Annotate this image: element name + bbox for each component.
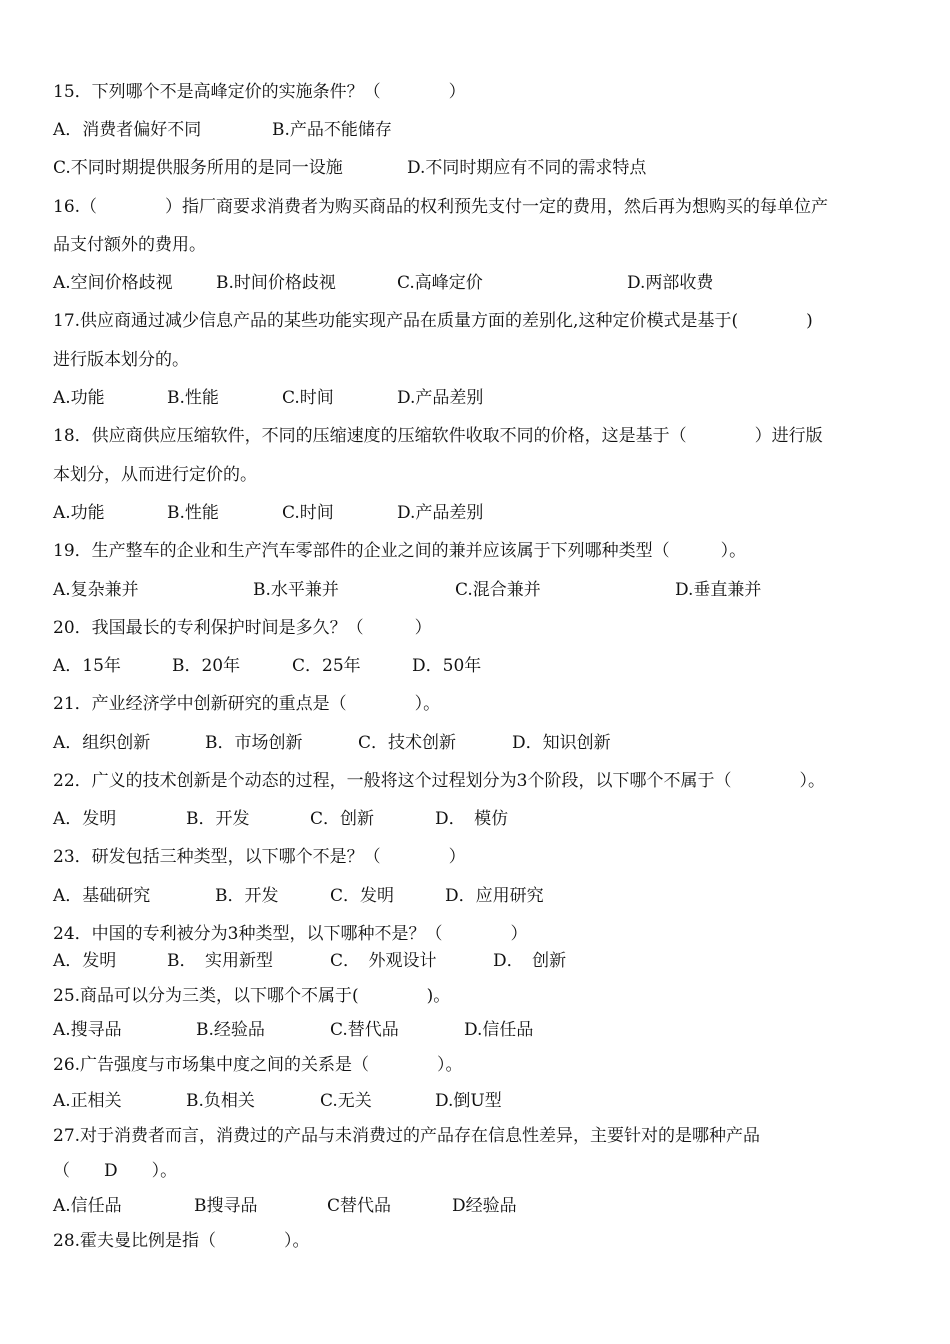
question-17-option-c: C.时间 <box>282 388 334 408</box>
question-26-stem: 26.广告强度与市场集中度之间的关系是（ ）。 <box>53 1055 463 1075</box>
question-17-option-d: D.产品差别 <box>397 388 484 408</box>
question-19-option-b: B.水平兼并 <box>253 580 339 600</box>
question-15-stem: 15．下列哪个不是高峰定价的实施条件？（ ） <box>53 82 466 102</box>
question-24-option-d: D． 创新 <box>493 951 567 971</box>
question-27-option-b: B搜寻品 <box>194 1196 258 1216</box>
question-26-option-b: B.负相关 <box>186 1091 255 1111</box>
question-16-option-c: C.高峰定价 <box>397 273 483 293</box>
question-17-stem-line1: 17.供应商通过减少信息产品的某些功能实现产品在质量方面的差别化,这种定价模式是基于( ) <box>53 311 813 331</box>
question-23-option-c: C．发明 <box>330 886 395 906</box>
question-21-option-a: A．组织创新 <box>53 733 151 753</box>
question-23-stem: 23．研发包括三种类型，以下哪个不是？（ ） <box>53 847 466 867</box>
question-21-option-d: D．知识创新 <box>512 733 611 753</box>
question-15-option-b: B.产品不能储存 <box>272 120 392 140</box>
question-25-option-a: A.搜寻品 <box>53 1020 122 1040</box>
question-16-stem-line2: 品支付额外的费用。 <box>53 235 206 255</box>
question-18-option-d: D.产品差别 <box>397 503 484 523</box>
question-21-option-b: B．市场创新 <box>205 733 303 753</box>
question-20-option-d: D．50年 <box>412 656 482 676</box>
question-19-option-a: A.复杂兼并 <box>53 580 139 600</box>
question-25-option-b: B.经验品 <box>196 1020 265 1040</box>
question-19-option-d: D.垂直兼并 <box>675 580 762 600</box>
question-18-option-a: A.功能 <box>53 503 105 523</box>
question-24-stem: 24．中国的专利被分为3种类型，以下哪种不是？（ ） <box>53 924 528 944</box>
question-15-option-d: D.不同时期应有不同的需求特点 <box>407 158 647 178</box>
question-25-option-c: C.替代品 <box>330 1020 399 1040</box>
question-16-option-a: A.空间价格歧视 <box>53 273 173 293</box>
question-20-stem: 20．我国最长的专利保护时间是多久？（ ） <box>53 618 432 638</box>
question-27-stem-line1: 27.对于消费者而言，消费过的产品与未消费过的产品存在信息性差异，主要针对的是哪种产品 <box>53 1126 761 1146</box>
question-17-option-a: A.功能 <box>53 388 105 408</box>
question-21-stem: 21．产业经济学中创新研究的重点是（ ）。 <box>53 694 441 714</box>
question-24-option-b: B． 实用新型 <box>167 951 273 971</box>
question-18-stem-line2: 本划分，从而进行定价的。 <box>53 465 257 485</box>
question-18-stem-line1: 18．供应商供应压缩软件，不同的压缩速度的压缩软件收取不同的价格，这是基于（ ）进行版 <box>53 426 823 446</box>
question-28-stem: 28.霍夫曼比例是指（ ）。 <box>53 1231 310 1251</box>
question-16-option-b: B.时间价格歧视 <box>216 273 336 293</box>
question-19-stem: 19．生产整车的企业和生产汽车零部件的企业之间的兼并应该属于下列哪种类型（ ）。 <box>53 541 747 561</box>
question-27-option-d: D经验品 <box>452 1196 517 1216</box>
question-22-option-d: D． 模仿 <box>435 809 509 829</box>
question-23-option-a: A．基础研究 <box>53 886 151 906</box>
question-20-option-c: C．25年 <box>292 656 361 676</box>
question-15-option-a: A．消费者偏好不同 <box>53 120 202 140</box>
question-22-option-a: A．发明 <box>53 809 117 829</box>
question-26-option-d: D.倒U型 <box>435 1091 502 1111</box>
question-25-option-d: D.信任品 <box>464 1020 534 1040</box>
question-16-option-d: D.两部收费 <box>627 273 714 293</box>
question-27-option-a: A.信任品 <box>53 1196 122 1216</box>
question-15-option-c: C.不同时期提供服务所用的是同一设施 <box>53 158 343 178</box>
question-17-option-b: B.性能 <box>167 388 219 408</box>
question-27-option-c: C替代品 <box>327 1196 392 1216</box>
question-20-option-b: B．20年 <box>172 656 241 676</box>
question-26-option-a: A.正相关 <box>53 1091 122 1111</box>
question-17-stem-line2: 进行版本划分的。 <box>53 350 189 370</box>
question-16-stem-line1: 16.（ ）指厂商要求消费者为购买商品的权利预先支付一定的费用，然后再为想购买的每单位产 <box>53 197 829 217</box>
question-27-stem-line2: （ D ）。 <box>53 1161 178 1181</box>
question-25-stem: 25.商品可以分为三类，以下哪个不属于( )。 <box>53 986 451 1006</box>
question-23-option-b: B．开发 <box>215 886 279 906</box>
question-18-option-b: B.性能 <box>167 503 219 523</box>
question-19-option-c: C.混合兼并 <box>455 580 541 600</box>
question-24-option-c: C． 外观设计 <box>330 951 437 971</box>
question-18-option-c: C.时间 <box>282 503 334 523</box>
question-23-option-d: D．应用研究 <box>445 886 544 906</box>
question-26-option-c: C.无关 <box>320 1091 372 1111</box>
question-24-option-a: A．发明 <box>53 951 117 971</box>
question-22-option-c: C．创新 <box>310 809 375 829</box>
question-20-option-a: A．15年 <box>53 656 121 676</box>
question-22-option-b: B．开发 <box>186 809 250 829</box>
question-21-option-c: C．技术创新 <box>358 733 457 753</box>
question-22-stem: 22．广义的技术创新是个动态的过程，一般将这个过程划分为3个阶段，以下哪个不属于（ ）。 <box>53 771 825 791</box>
